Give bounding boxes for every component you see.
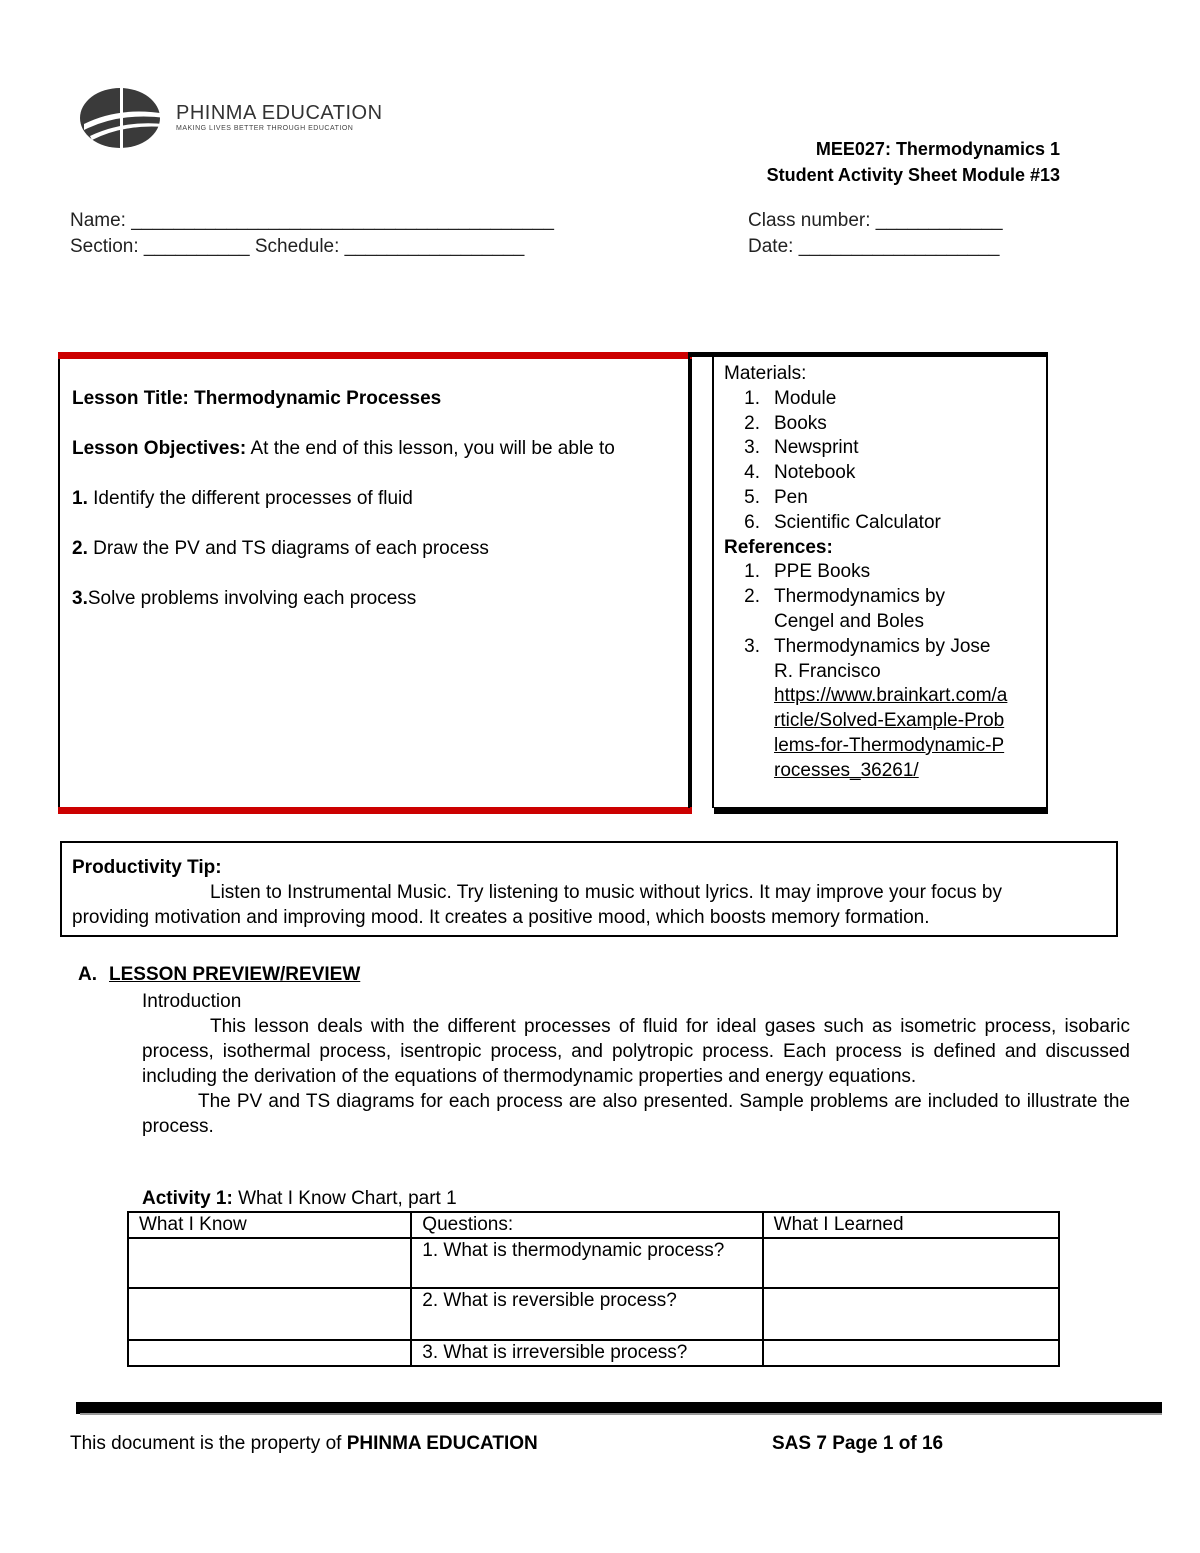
reference-item: 3. Thermodynamics by Jose R. Francisco https://www.brainkart.com/article/Solved-Example-Problems-for-Thermodynamic-Processes_36261/: [744, 635, 1008, 781]
class-number-field[interactable]: Class number: ____________: [748, 210, 1003, 231]
lesson-title: Lesson Title: Thermodynamic Processes: [72, 388, 442, 409]
question-cell: 2. What is reversible process?: [411, 1288, 762, 1340]
footer-rule-shadow: [80, 1413, 1162, 1415]
table-row: [128, 1340, 1059, 1366]
section-schedule-field[interactable]: Section: __________ Schedule: _________________: [70, 236, 525, 257]
table-row: [128, 1288, 1059, 1340]
table-header-row: [128, 1212, 1059, 1238]
material-item: 4. Notebook: [744, 462, 856, 484]
name-field[interactable]: Name: ________________________________________: [70, 210, 554, 231]
section-a-heading: [78, 964, 360, 986]
table-header: What I Learned: [763, 1212, 1059, 1238]
page-number: SAS 7 Page 1 of 16: [772, 1433, 944, 1454]
introduction: [142, 989, 1130, 1139]
materials-label: Materials:: [724, 363, 807, 384]
what-i-learned-cell[interactable]: [763, 1340, 1059, 1366]
section-letter: A.: [78, 964, 97, 985]
materials-box-right-border: [1046, 352, 1048, 814]
module-title: Student Activity Sheet Module #13: [766, 165, 1060, 185]
reference-item: 1. PPE Books: [744, 561, 871, 583]
activity-number: Activity 1:: [142, 1188, 233, 1209]
question-cell: 1. What is thermodynamic process?: [411, 1238, 762, 1288]
logo-name: PHINMA EDUCATION: [176, 102, 383, 124]
tip-text-line1: Listen to Instrumental Music. Try listening to music without lyrics. It may improve your focus by: [210, 882, 1002, 903]
materials-box-left-border: [688, 352, 690, 808]
materials-box-top-border: [688, 352, 1048, 357]
activity-label: [142, 1188, 457, 1210]
material-item: 5. Pen: [744, 486, 808, 508]
productivity-tip-box: [60, 841, 1118, 937]
course-header: [640, 136, 1060, 188]
table-header: What I Know: [128, 1212, 411, 1238]
material-item: 6. Scientific Calculator: [744, 511, 941, 533]
what-i-learned-cell[interactable]: [763, 1288, 1059, 1340]
objectives-label: Lesson Objectives:: [72, 438, 247, 459]
phinma-logo: [80, 84, 383, 154]
tip-label: Productivity Tip:: [72, 857, 222, 878]
lesson-box: [58, 352, 692, 814]
reference-text: Thermodynamics by Jose R. Francisco: [774, 635, 991, 682]
lesson-box-top-border: [58, 352, 692, 359]
tip-text-line2: providing motivation and improving mood. It creates a positive mood, which boosts memory formation.: [72, 907, 930, 928]
what-i-learned-cell[interactable]: [763, 1238, 1059, 1288]
references-label: References:: [724, 536, 833, 558]
objective-item: 2. Draw the PV and TS diagrams of each process: [72, 538, 489, 559]
objectives-intro: At the end of this lesson, you will be able to: [246, 438, 615, 459]
objective-item: 3.Solve problems involving each process: [72, 588, 417, 609]
table-header: Questions:: [411, 1212, 762, 1238]
logo-mark-icon: [80, 84, 172, 154]
material-item: 3. Newsprint: [744, 437, 859, 459]
materials-list: [724, 387, 1040, 536]
what-i-know-table: [127, 1211, 1060, 1367]
lesson-box-bottom-border: [58, 807, 692, 814]
activity-title: What I Know Chart, part 1: [232, 1188, 457, 1209]
intro-paragraph-2: The PV and TS diagrams for each process are also presented. Sample problems are included to illustrate the process.: [142, 1091, 1130, 1137]
footer-org: PHINMA EDUCATION: [346, 1433, 538, 1454]
material-item: 1. Module: [744, 387, 837, 409]
intro-label: Introduction: [142, 991, 242, 1012]
reference-link[interactable]: https://www.brainkart.com/article/Solved-Example-Problems-for-Thermodynamic-Processes_36261/: [774, 685, 1008, 781]
what-i-know-cell[interactable]: [128, 1340, 411, 1366]
materials-box: [688, 352, 1048, 814]
objective-item: 1. Identify the different processes of fluid: [72, 488, 413, 509]
footer-text: This document is the property of: [70, 1433, 347, 1454]
material-item: 2. Books: [744, 412, 827, 434]
date-field[interactable]: Date: ___________________: [748, 236, 1000, 257]
references-list: [724, 560, 1040, 783]
lesson-content: [72, 386, 674, 636]
question-cell: 3. What is irreversible process?: [411, 1340, 762, 1366]
reference-item: 2. Thermodynamics by Cengel and Boles: [744, 586, 946, 632]
tip-content: [72, 855, 1112, 930]
materials-box-bottom-border: [714, 807, 1048, 814]
materials-content: [724, 362, 1040, 784]
intro-paragraph-1: This lesson deals with the different processes of fluid for ideal gases such as isometric process, isobaric process, isothermal process, isentropic process, and polytropic process. Each process is defined and discussed including the derivation of the equations of thermodynamic properties and energy equations.: [142, 1016, 1130, 1087]
footer-property-note: [70, 1433, 538, 1455]
logo-tagline: MAKING LIVES BETTER THROUGH EDUCATION: [176, 125, 354, 132]
what-i-know-cell[interactable]: [128, 1288, 411, 1340]
materials-box-inner-border: [712, 352, 714, 808]
course-title: MEE027: Thermodynamics 1: [815, 139, 1060, 159]
table-row: [128, 1238, 1059, 1288]
what-i-know-cell[interactable]: [128, 1238, 411, 1288]
section-title: LESSON PREVIEW/REVIEW: [109, 964, 361, 985]
